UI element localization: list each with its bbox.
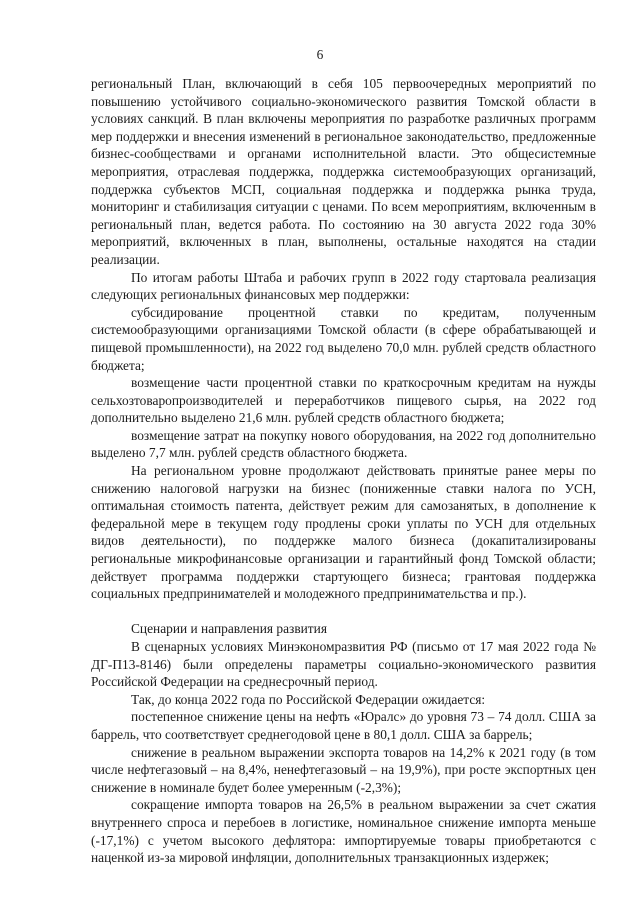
paragraph-regional-plan: региональный План, включающий в себя 105 первоочередных мероприятий по повышению устойчивого социально-экономического развития Томской области в условиях санкций. В план включены мероприятия по разработке различных программ мер поддержки и внесения изменений в региональное законодательство, предложенные бизнес-сообществами и органами исполнительной власти. Это общесистемные мероприятия, отраслевая поддержка, поддержка системообразующих организаций, поддержка субъектов МСП, социальная поддержка и поддержка рынка труда, мониторинг и стабилизация ситуации с ценами. По всем мероприятиям, включенным в региональный план, ведется работа. По состоянию на 30 августа 2022 года 30% мероприятий, включенных в план, выполнены, остальные находятся на стадии реализации. bbox=[91, 76, 596, 267]
paragraph-oil-price: постепенное снижение цены на нефть «Юралс» до уровня 73 – 74 долл. США за баррель, что соответствует среднегодовой цене в 80,1 долл. США за баррель; bbox=[91, 709, 596, 742]
paragraph-short-term-credit: возмещение части процентной ставки по краткосрочным кредитам на нужды сельхозтоваропроизводителей и переработчиков пищевого сырья, на 2022 год дополнительно выделено 21,6 млн. рублей средств областного бюджета; bbox=[91, 375, 596, 426]
paragraph-import: сокращение импорта товаров на 26,5% в реальном выражении за счет сжатия внутреннего спроса и перебоев в логистике, номинальное снижение импорта меньше (-17,1%) с учетом высокого дефлятора: импортируемые товары приобретаются с наценкой из-за мировой инфляции, дополнительных транзакционных издержек; bbox=[91, 797, 596, 866]
paragraph-scenario-conditions: В сценарных условиях Минэкономразвития РФ (письмо от 17 мая 2022 года № ДГ-П13-8146) были определены параметры социально-экономического развития Российской Федерации на среднесрочный период. bbox=[91, 639, 596, 690]
section-spacer bbox=[91, 603, 596, 621]
paragraph-support-measures-intro: По итогам работы Штаба и рабочих групп в 2022 году стартовала реализация следующих региональных финансовых мер поддержки: bbox=[91, 269, 596, 303]
section-heading: Сценарии и направления развития bbox=[131, 621, 327, 637]
paragraph-expectations-intro: Так, до конца 2022 года по Российской Федерации ожидается: bbox=[131, 691, 486, 707]
document-body bbox=[91, 75, 596, 867]
paragraph-interest-subsidy: субсидирование процентной ставки по кредитам, полученным системообразующими организациями Томской области (в сфере обрабатывающей и пищевой промышленности), на 2022 год выделено 70,0 млн. рублей средств областного бюджета; bbox=[91, 304, 596, 373]
paragraph-tax-burden: На региональном уровне продолжают действовать принятые ранее меры по снижению налоговой нагрузки на бизнес (пониженные ставки налога по УСН, оптимальная стоимость патента, действует режим для самозанятых, в дополнение к федеральной мере в текущем году продлены сроки уплаты по УСН для отдельных видов деятельности), по поддержке малого бизнеса (докапитализированы региональные микрофинансовые организации и гарантийный фонд Томской области; действует программа поддержки стартующего бизнеса; грантовая поддержка социальных предпринимателей и молодежного предпринимательства и пр.). bbox=[91, 463, 596, 602]
page-number: 6 bbox=[316, 47, 324, 62]
paragraph-equipment-compensation: возмещение затрат на покупку нового оборудования, на 2022 год дополнительно выделено 7,7 млн. рублей средств областного бюджета. bbox=[91, 427, 596, 461]
paragraph-export: снижение в реальном выражении экспорта товаров на 14,2% к 2021 году (в том числе нефтегазовый – на 8,4%, ненефтегазовый – на 19,9%), при росте экспортных цен снижение в номинале будет более умеренным (-2,3%); bbox=[91, 744, 596, 795]
